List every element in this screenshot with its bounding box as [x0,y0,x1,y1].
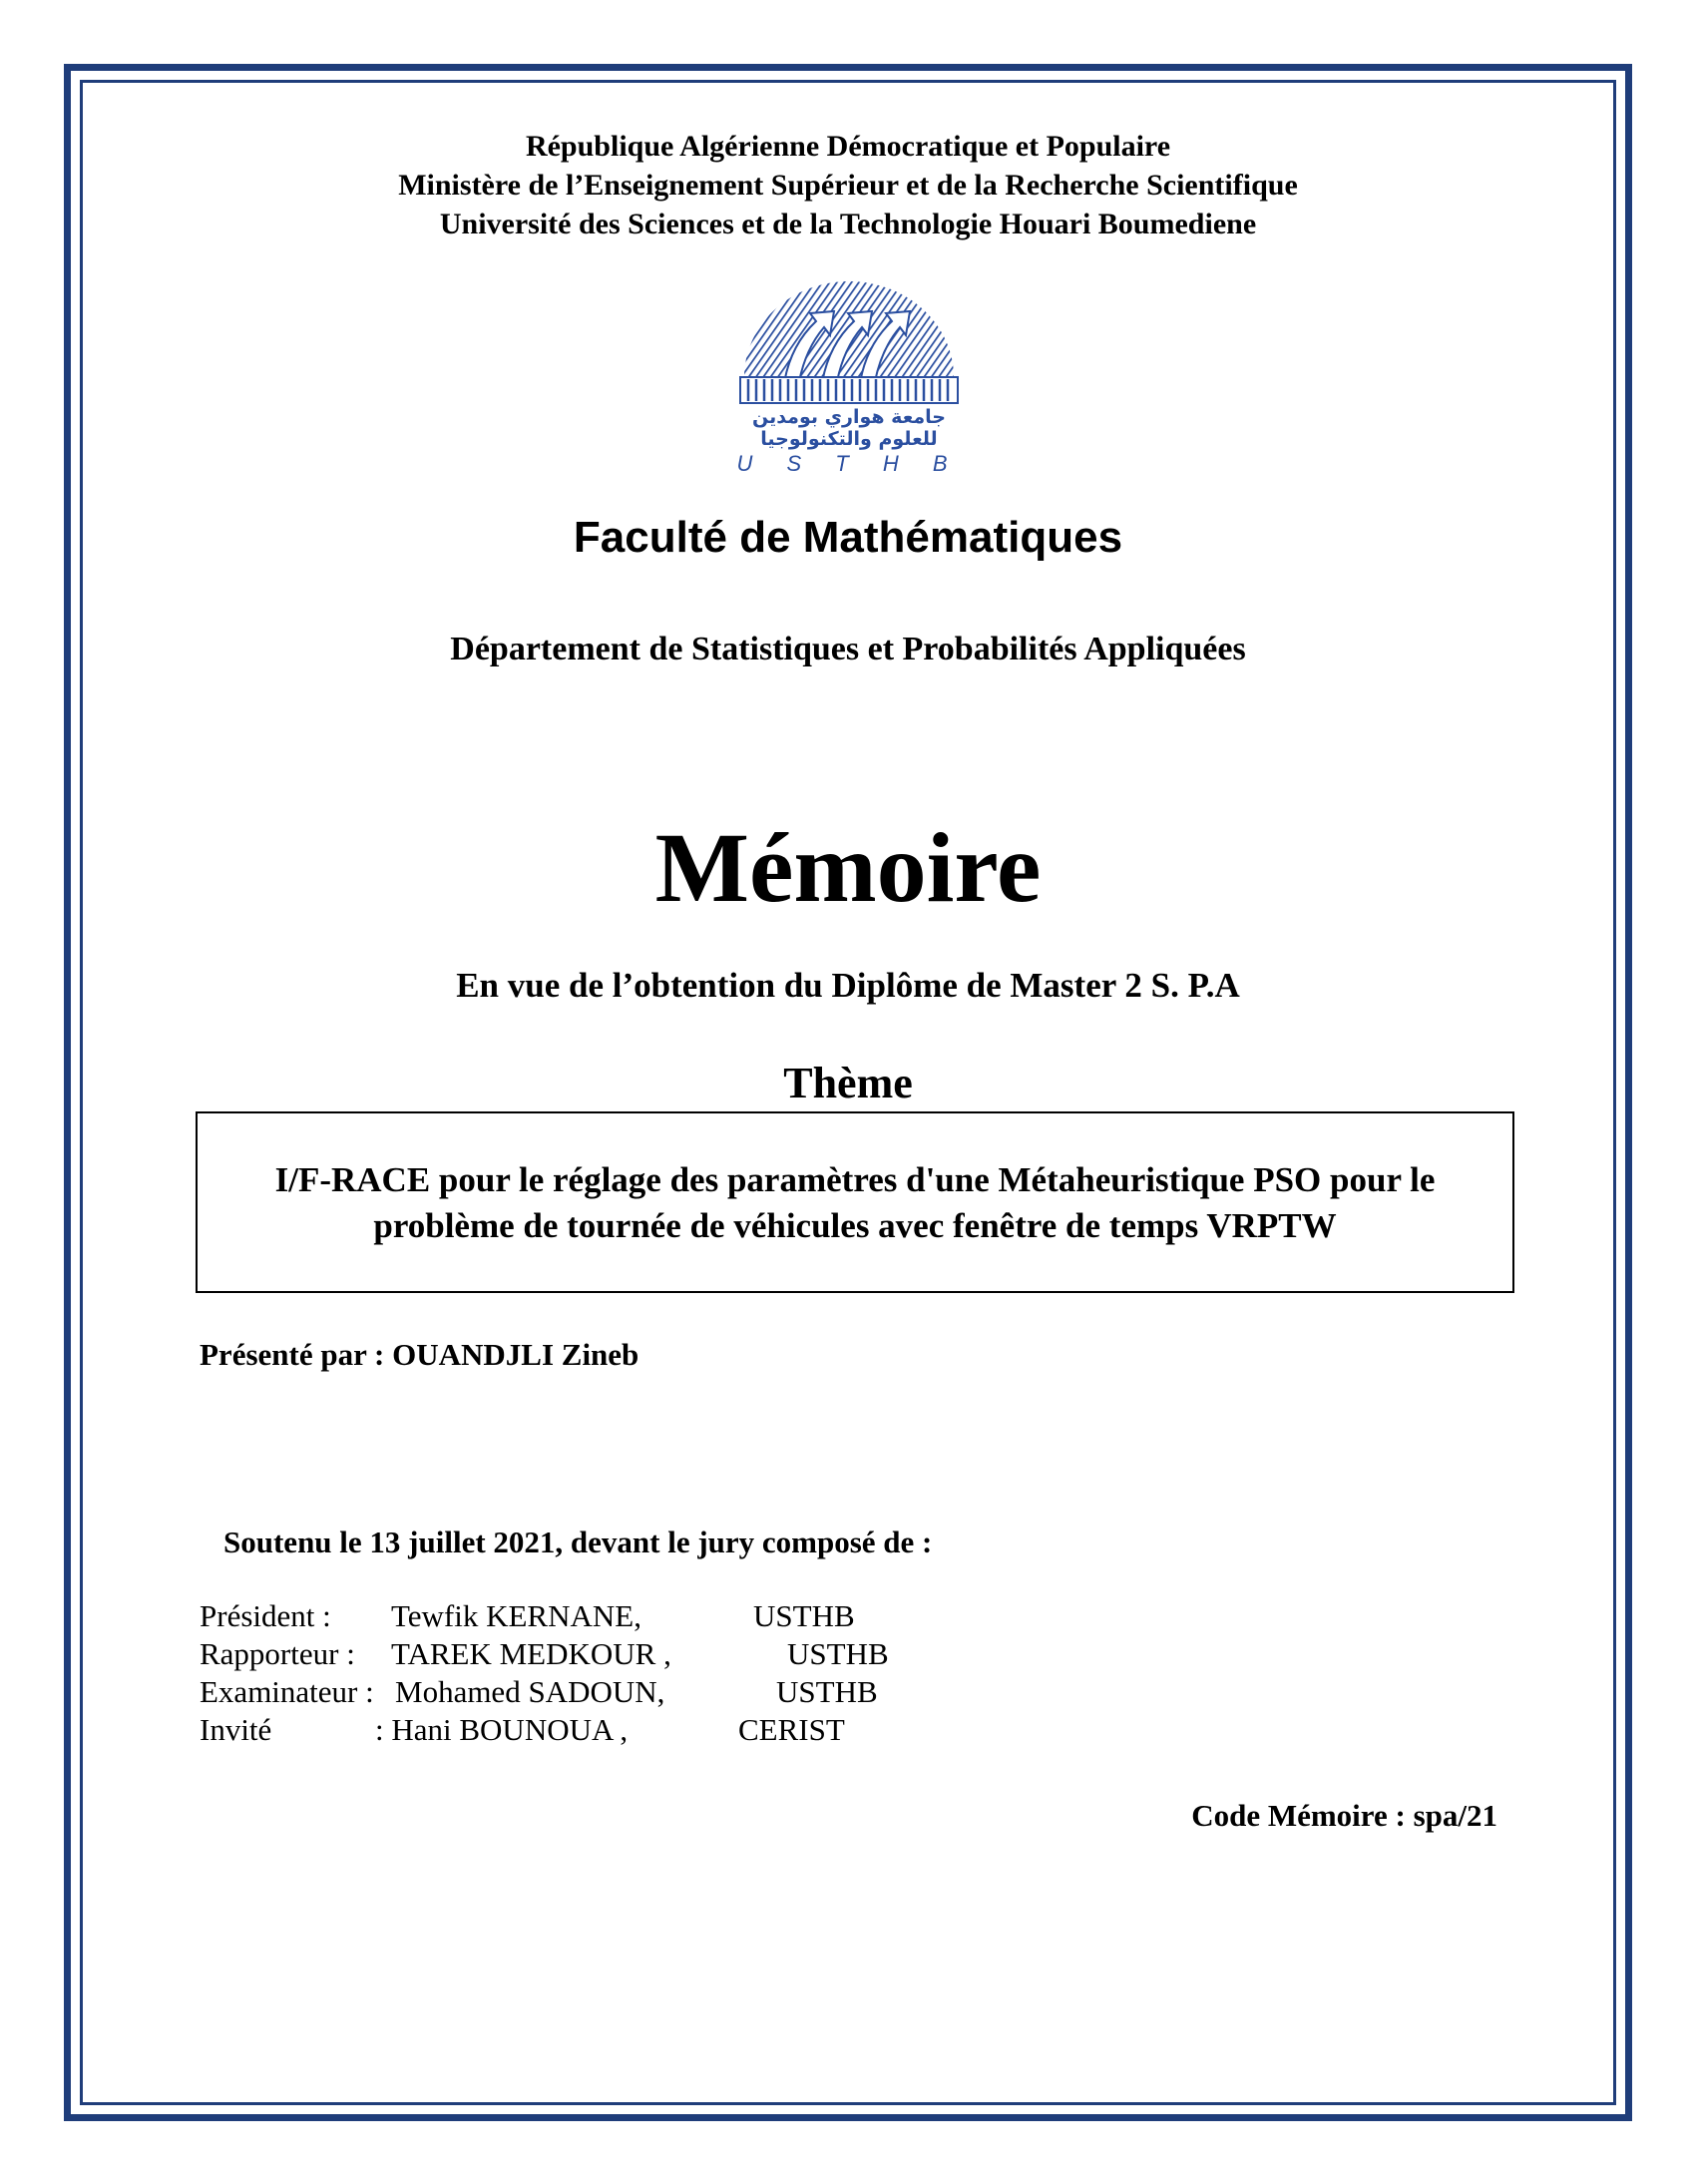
jury-name-examinateur: Mohamed SADOUN, [395,1674,665,1709]
theme-title-line2: problème de tournée de véhicules avec fenêtre de temps VRPTW [373,1206,1337,1245]
jury-role-rapporteur: Rapporteur : [200,1636,355,1671]
jury-name-president: Tewfik KERNANE, [391,1598,641,1633]
faculty-name: Faculté de Mathématiques [573,513,1123,562]
jury-institution-invite: CERIST [738,1712,845,1747]
jury-role-examinateur: Examinateur : [200,1674,374,1709]
logo-arabic-line1: جامعة هواري بومدين [751,406,947,428]
jury-institution-rapporteur: USTHB [787,1636,889,1671]
defense-date: Soutenu le 13 juillet 2021, devant le jury composé de : [223,1525,933,1559]
usthb-logo [734,281,964,481]
theme-title [196,1157,1514,1249]
jury-role-president: Président : [200,1598,331,1633]
presented-by: Présenté par : OUANDJLI Zineb [200,1337,639,1372]
department-name: Département de Statistiques et Probabilités Appliquées [450,631,1246,667]
header-republic: République Algérienne Démocratique et Populaire [525,130,1171,163]
jury-institution-examinateur: USTHB [776,1674,878,1709]
usthb-logo-graphic [734,281,964,481]
header-university: Université des Sciences et de la Technologie Houari Boumediene [439,208,1257,240]
jury-role-invite: Invité [200,1712,272,1747]
document-type: Mémoire [654,812,1042,923]
jury-institution-president: USTHB [753,1598,855,1633]
header-ministry: Ministère de l’Enseignement Supérieur et de la Recherche Scientifique [398,169,1298,202]
diploma-purpose: En vue de l’obtention du Diplôme de Master 2 S. P.A [456,966,1240,1005]
jury-name-rapporteur: TAREK MEDKOUR , [391,1636,671,1671]
theme-label: Thème [783,1059,913,1107]
memoire-code: Code Mémoire : spa/21 [1191,1798,1497,1833]
logo-arabic-line2: للعلوم والتكنولوجيا [760,428,938,450]
logo-acronym: U S T H B [736,451,962,476]
theme-title-line1: I/F-RACE pour le réglage des paramètres d'une Métaheuristique PSO pour le [274,1160,1436,1199]
jury-name-invite: : Hani BOUNOUA , [375,1712,629,1747]
